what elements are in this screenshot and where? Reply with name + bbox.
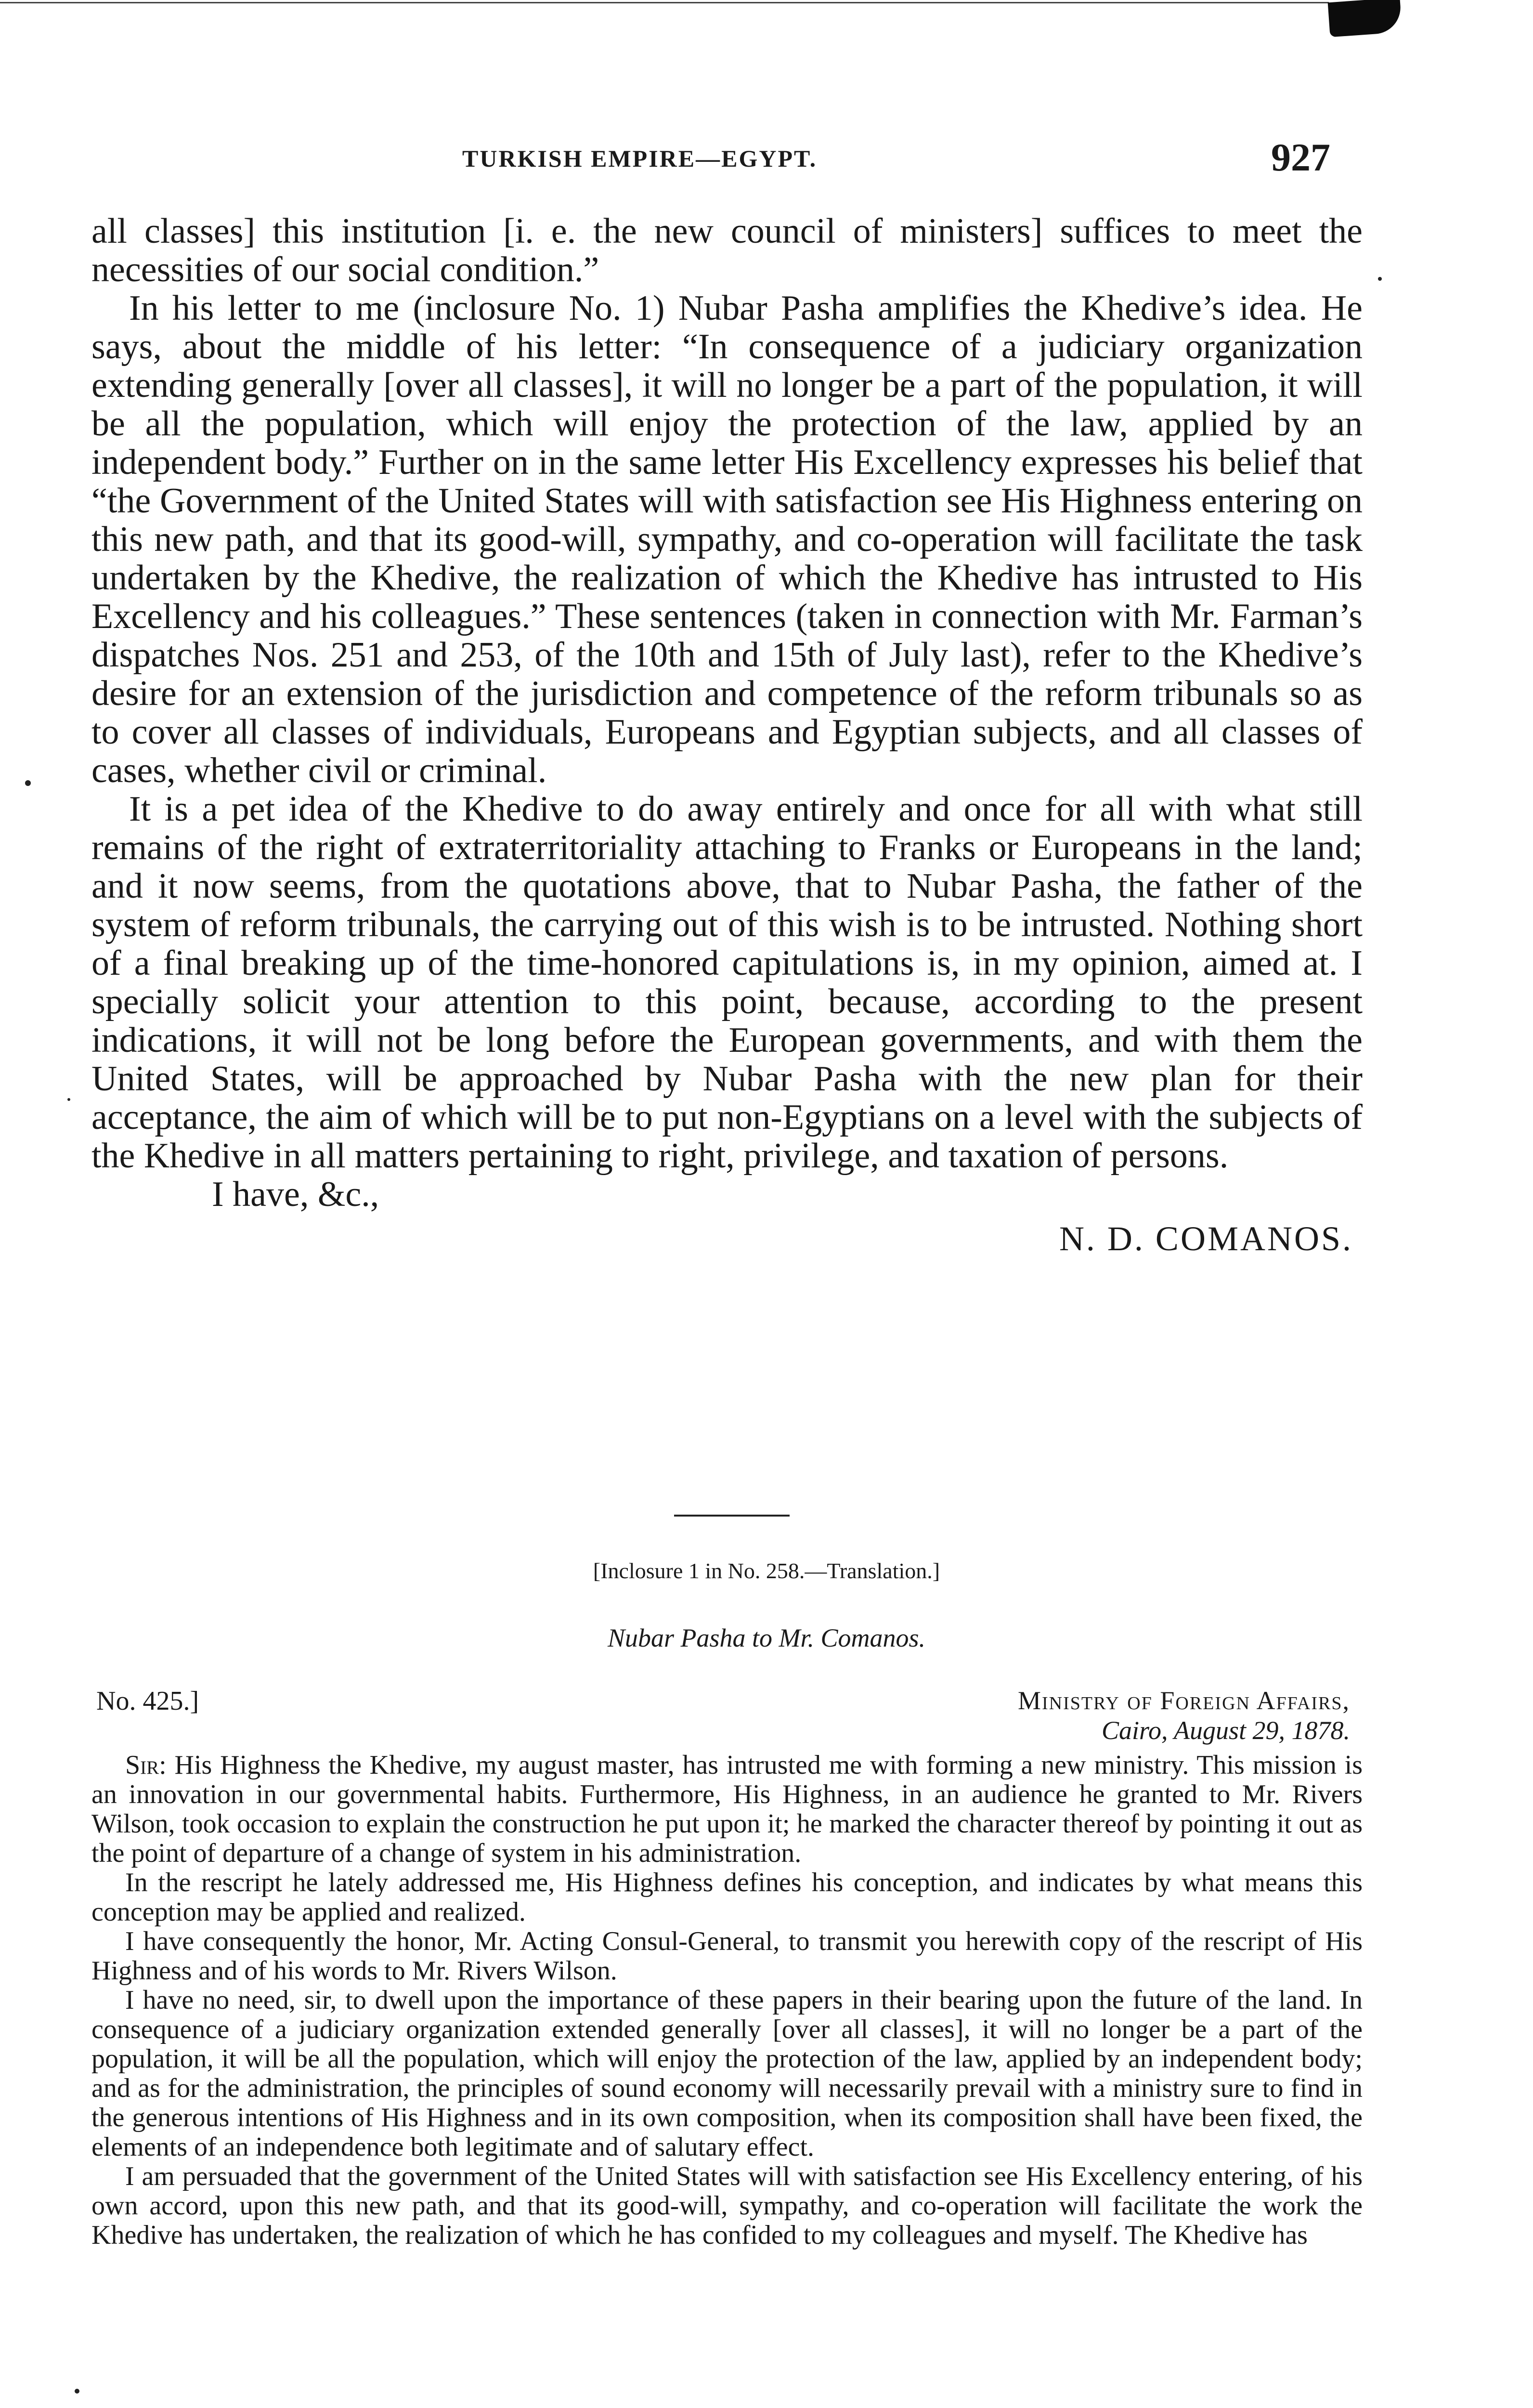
main-text — [91, 212, 1363, 1258]
signature: N. D. COMANOS. — [1059, 1219, 1353, 1258]
ministry-name: Ministry of Foreign Affairs, — [1018, 1686, 1350, 1715]
salutation: Sir: — [125, 1750, 167, 1780]
paragraph: In the rescript he lately addressed me, His Highness defines his conception, and indicates by what means this conception may be applied and realized. — [91, 1868, 1363, 1927]
page-top-edge — [0, 2, 1329, 3]
speck — [25, 780, 31, 786]
paragraph: I am persuaded that the government of the United States will with satisfaction see His Excellency entering, of his own accord, upon this new path, and that its good-will, sympathy, and co-operation will facilitate the work the Khedive has undertaken, the realization of which he has confided to my colleagues and myself. The Khedive has — [91, 2161, 1363, 2250]
place-date: Cairo, August 29, 1878. — [1101, 1716, 1350, 1745]
speck — [1378, 277, 1382, 281]
section-divider — [674, 1515, 790, 1517]
letter-text — [91, 1751, 1363, 2250]
ink-blot-mark — [1328, 0, 1403, 37]
paragraph: It is a pet idea of the Khedive to do away entirely and once for all with what still remains of the right of extraterritoriality attaching to Franks or Europeans in the land; and it now seems, from the quotations above, that to Nubar Pasha, the father of the system of reform tribunals, the carrying out of this wish is to be intrusted. Nothing short of a final breaking up of the time-honored capitulations is, in my opinion, aimed at. I specially solicit your attention to this point, because, according to the present indications, it will not be long before the European governments, and with them the United States, will be approached by Nubar Pasha with the new plan for their acceptance, the aim of which will be to put non-Egyptians on a level with the subjects of the Khedive in all matters pertaining to right, privilege, and taxation of persons. — [91, 789, 1363, 1176]
paragraph-text: His Highness the Khedive, my august master, has intrusted me with forming a new ministry. This mission is an innovation in our governmental habits. Furthermore, His Highness, in an audience he granted to Mr. Rivers Wilson, took occasion to explain the construction he put upon it; he marked the character thereof by pointing it out as the point of departure of a change of system in his administration. — [91, 1750, 1363, 1868]
speck — [75, 2389, 79, 2394]
dateline — [1018, 1686, 1350, 1745]
page-number: 927 — [1271, 135, 1330, 179]
inclosure-heading: [Inclosure 1 in No. 258.—Translation.] — [593, 1558, 940, 1583]
paragraph: In his letter to me (inclosure No. 1) Nubar Pasha amplifies the Khedive’s idea. He says, about the middle of his letter: “In consequence of a judiciary organization extending generally [over all classes], it will no longer be a part of the population, it will be all the population, which will enjoy the protection of the law, applied by an independent body.” Further on in the same letter His Excellency expresses his belief that “the Government of the United States will with satisfaction see His Highness entering on this new path, and that its good-will, sympathy, and co-operation will facilitate the task undertaken by the Khedive, the realization of which the Khedive has intrusted to His Excellency and his colleagues.” These sentences (taken in connection with Mr. Farman’s dispatches Nos. 251 and 253, of the 10th and 15th of July last), refer to the Khedive’s desire for an extension of the jurisdiction and competence of the reform tribunals so as to cover all classes of individuals, Europeans and Egyptian subjects, and all classes of cases, whether civil or criminal. — [91, 288, 1363, 790]
closing-line: I have, &c., — [212, 1175, 379, 1214]
paragraph: all classes] this institution [i. e. the new council of ministers] suffices to meet the necessities of our social condition.” — [91, 211, 1363, 289]
letter-title: Nubar Pasha to Mr. Comanos. — [607, 1623, 926, 1652]
paragraph: I have consequently the honor, Mr. Acting Consul-General, to transmit you herewith copy of the rescript of His Highness and of his words to Mr. Rivers Wilson. — [91, 1926, 1363, 1986]
paragraph: I have no need, sir, to dwell upon the importance of these papers in their bearing upon the future of the land. In consequence of a judiciary organization extended generally [over all classes], it will no longer be a part of the population, it will be all the population, which will enjoy the protection of the law, applied by an independent body; and as for the administration, the principles of sound economy will necessarily prevail with a ministry sure to find in the generous intentions of His Highness and in its own composition, when its composition shall have been fixed, the elements of an independence both legitimate and of salutary effect. — [91, 1985, 1363, 2162]
speck — [67, 1098, 70, 1101]
letter-number: No. 425.] — [96, 1686, 199, 1716]
paragraph — [91, 1751, 1363, 1868]
running-head: TURKISH EMPIRE—EGYPT. — [462, 145, 818, 172]
